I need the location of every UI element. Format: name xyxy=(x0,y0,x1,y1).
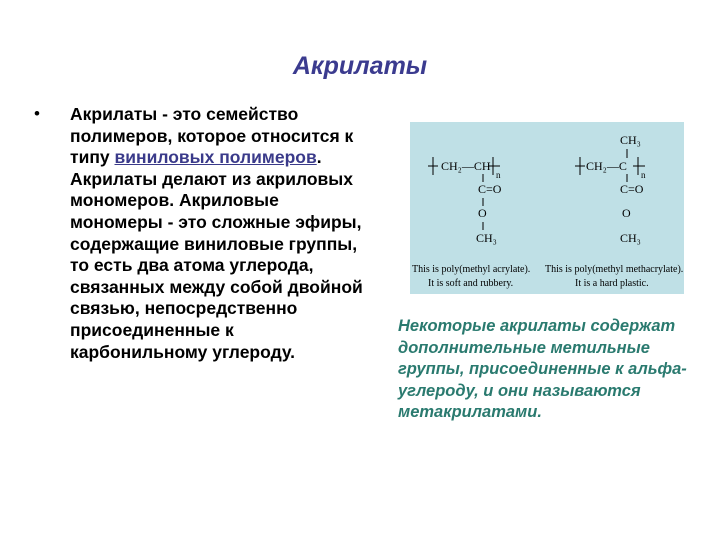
methacrylates-note: Некоторые акрилаты содержат дополнительные метильные группы, присоединенные к альфа-углероду, и они называются метакрилатами. xyxy=(398,317,687,422)
right-methyl-text: CH₃ xyxy=(620,231,641,245)
right-chain-text: CH₂—C xyxy=(586,159,627,173)
left-chain-text: CH₂—CH xyxy=(441,159,491,173)
bullet-marker: • xyxy=(34,104,40,123)
left-subscript-n: n xyxy=(496,170,501,180)
right-top-methyl-text: CH₃ xyxy=(620,133,641,147)
right-carbonyl-text: C=O xyxy=(620,182,644,196)
poly-methyl-methacrylate-structure xyxy=(575,133,646,245)
right-caption-line2: It is a hard plastic. xyxy=(575,278,649,289)
bullet-text-part2: . Акрилаты делают из акриловых мономеров. Акриловые мономеры - это сложные эфиры, содержащие виниловые группы, то есть два атома углерода, связанных между собой двойной связью, непосредственно присоединенные к карбонильному углероду. xyxy=(70,147,363,362)
left-caption-line2: It is soft and rubbery. xyxy=(428,278,514,289)
left-carbonyl-text: C=O xyxy=(478,182,502,196)
left-methyl-text: CH₃ xyxy=(476,231,497,245)
poly-methyl-acrylate-structure xyxy=(428,157,502,245)
right-oxygen-text: O xyxy=(622,206,631,220)
acrylate-structures-figure xyxy=(410,122,684,294)
slide-title: Акрилаты xyxy=(292,52,428,80)
left-oxygen-text: O xyxy=(478,206,487,220)
left-caption-line1: This is poly(methyl acrylate). xyxy=(412,264,531,275)
bullet-text-part1: Акрилаты - это семейство полимеров, которое относится к типу xyxy=(70,104,354,168)
right-subscript-n: n xyxy=(641,170,646,180)
right-caption-line1: This is poly(methyl methacrylate). xyxy=(545,264,684,275)
vinyl-polymers-link[interactable]: виниловых полимеров xyxy=(114,147,317,168)
bullet-text xyxy=(70,104,370,363)
